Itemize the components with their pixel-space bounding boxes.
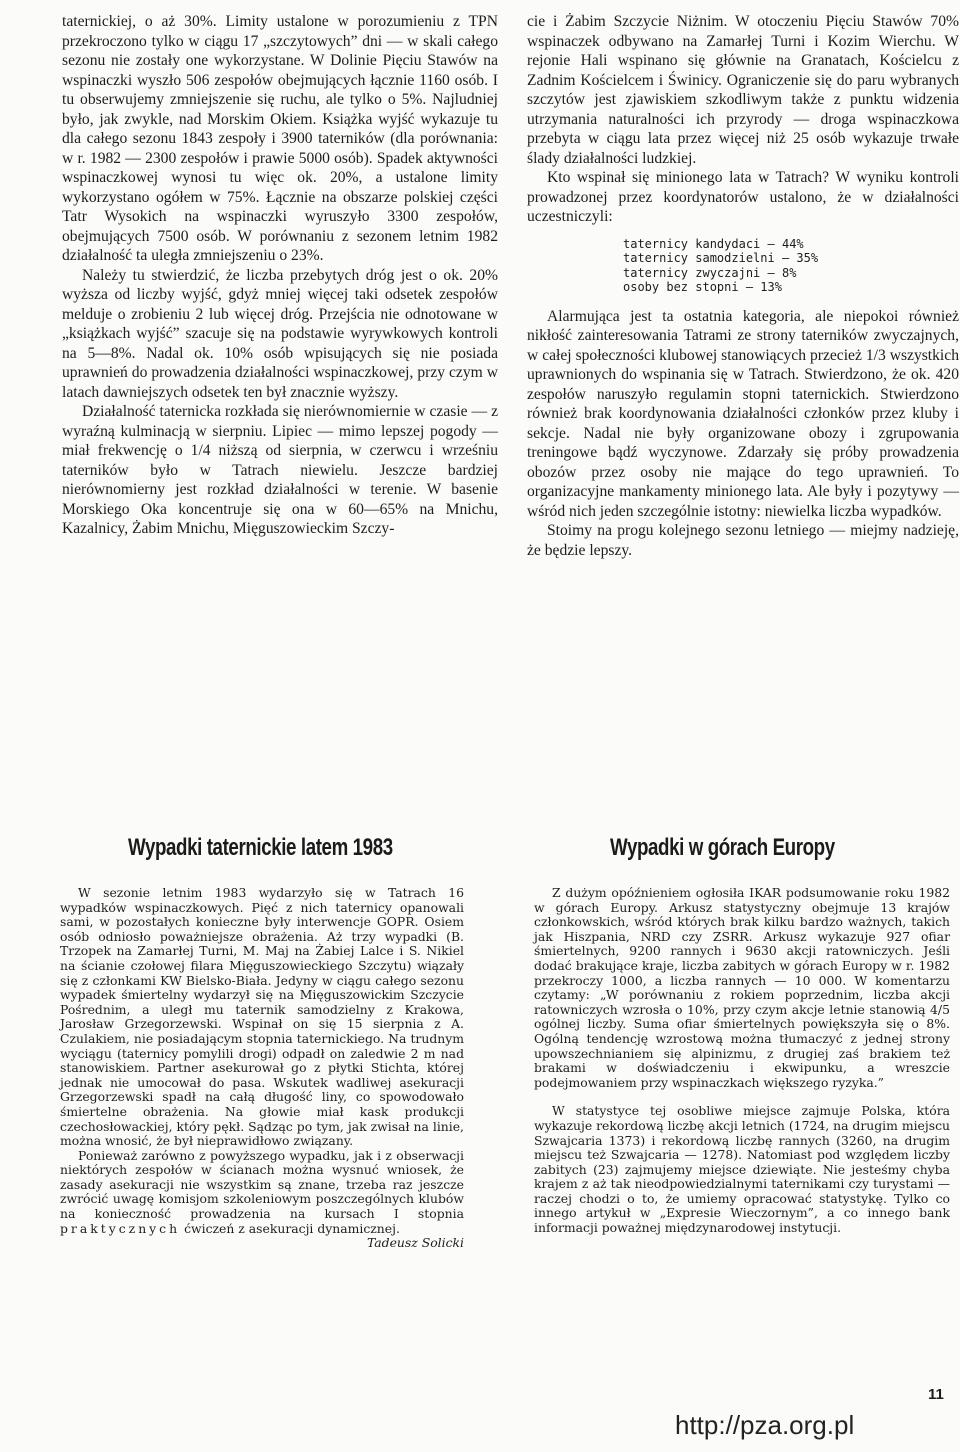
stats-value: — 44% (767, 236, 804, 251)
article-right-body (534, 886, 950, 1236)
paragraph (60, 1149, 464, 1237)
paragraph: Z dużym opóźnieniem ogłosiła IKAR podsumowanie roku 1982 w górach Europy. Arkusz statystyczny obejmuje 13 krajów członkowskich, wśród których brak kilku bardzo ważnych, takich jak Hiszpania, NRD czy ZSRR. Arkusz wykazuje 927 ofiar śmiertelnych, 9200 rannych i 9630 akcji ratowniczych. Jeśli dodać brakujące kraje, liczba zabitych w górach Europy w r. 1982 przekroczy 1000, a liczba rannych — 10 000. W komentarzu czytamy: „W porównaniu z rokiem poprzednim, liczba akcji ratowniczych wzrosła o 10%, przy czym akcje letnie stanowią 4/5 ogólnej liczby. Suma ofiar śmiertelnych powiększyła się o 8%. Ogólną tendencję wzrostową można tłumaczyć z jednej strony upowszechnianiem się alpinizmu, z drugiej zaś brakiem też brakami w doświadczeniu i ekwipunku, a wreszcie podejmowaniem przy wspinaczkach większego ryzyka.” (534, 885, 950, 1090)
paragraph: W sezonie letnim 1983 wydarzyło się w Tatrach 16 wypadków wspinaczkowych. Pięć z nich taternicy opanowali sami, w pozostałych konieczne były interwencje GOPR. Osiem osób odniosło poważniejsze obrażenia. Aż trzy wypadki (B. Trzopek na Zamarłej Turni, M. Maj na Żabiej Lalce i S. Nikiel na ścianie czołowej filara Mięguszowieckiego Szczytu) wiązały się z członkami KW Bielsko-Biała. Jedyny w ciągu całego sezonu wypadek śmiertelny wydarzył się na Mięguszowickim Szczycie Pośrednim, a uległ mu taternik samodzielny z Krakowa, Jarosław Grzegorzewski. Wspinał on się 15 sierpnia z A. Czulakiem, nie posiadającym stopnia taternickiego. Na trudnym wyciągu (taternicy pomylili drogi) odpadł on zaledwie 2 m nad stanowiskiem. Partner asekurował go z płytki Stichta, której jednak nie umocował do pasa. Wskutek wadliwej asekuracji Grzegorzewski spadł na całą długość liny, co spowodowało śmiertelne obrażenia. Na głowie miał kask produkcji czechosłowackiej, który pękł. Sądząc po tym, jak zwisał na linie, można wnosić, że był nieprawidłowo związany. (60, 885, 464, 1149)
paragraph: cie i Żabim Szczycie Niżnim. W otoczeniu Pięciu Stawów 70% wspinaczek odbywano na Zamarłej Turni i Kozim Wierchu. W rejonie Hali wspinano się głównie na Granatach, Kościelcu z Zadnim Kościelcem i Świnicy. Ograniczenie się do paru wybranych szczytów jest zjawiskiem szkodliwym także z punktu widzenia utrzymania naturalności ich przyrody — droga wspinaczkowa przebyta w ciągu lata przez więcej niż 25 osób wykazuje trwałe ślady działalności ludzkiej. (527, 13, 959, 167)
top-column-right (527, 12, 959, 560)
paragraph: taternickiej, o aż 30%. Limity ustalone w porozumieniu z TPN przekroczono tylko w ciągu 17 „szczytowych” dni — w skali całego sezonu nie zostały one wykorzystane. W Dolinie Pięciu Stawów na wspinaczki wyszło 506 zespołów obejmujących łącznie 1160 osób. I tu obserwujemy zmniejszenie się ruchu, ale tylko o 5%. Najludniej było, jak zwykle, nad Morskim Okiem. Książka wyjść wykazuje tu dla całego sezonu 1843 zespoły i 3900 taterników (dla porównania: w r. 1982 — 2300 zespołów i prawie 5000 osób). Spadek aktywności wspinaczkowej wynosi tu więc ok. 20%, a ustalone limity wykorzystano ogółem w 75%. Łącznie na obszarze polskiej części Tatr Wysokich na wspinaczki wyruszyło 3300 zespołów, obejmujących 7500 osób. W porównaniu z sezonem letnim 1982 działalność ta uległa zmniejszeniu o 23%. (62, 13, 498, 264)
paragraph: Alarmująca jest ta ostatnia kategoria, ale niepokoi również nikłość zainteresowania Tatrami ze strony taterników zwyczajnych, w całej społeczności klubowej stanowiących przecież 1/3 wszystkich uprawnionych do wspinania się w Tatrach. Stwierdzono, że ok. 420 zespołów naruszyło regulamin stopni taternickich. Stwierdzono również brak koordynowania działalności członków przez kluby i sekcje. Nadal nie były organizowane obozy i zgrupowania treningowe bądź wyczynowe. Zdarzały się próby prowadzenia obozów przez osoby nie mające do tego uprawnień. To organizacyjne mankamenty minionego lata. Ale były i pozytywy — wśród nich jeden szczególnie istotny: niewielka liczba wypadków. (527, 307, 959, 520)
stats-row (623, 237, 959, 252)
stats-row (623, 266, 959, 281)
paragraph: Działalność taternicka rozkłada się nierównomiernie w czasie — z wyraźną kulminacją w sierpniu. Lipiec — mimo lepszej pogody — miał frekwencję o 1/4 niższą od sierpnia, w czerwcu i wrześniu taterników było w Tatrach niewielu. Jeszcze bardziej nierównomierny jest rozkład działalności w terenie. W basenie Morskiego Oka koncentruje się ona w 60—65% na Mnichu, Kazalnicy, Żabim Mnichu, Mięguszowieckim Szczy- (62, 403, 498, 537)
stats-value: — 35% (781, 251, 819, 265)
paragraph-gap (534, 1090, 950, 1104)
paragraph: Kto wspinał się minionego lata w Tatrach? W wyniku kontroli prowadzonej przez koordynatorów ustalono, że w działalności uczestniczyli: (527, 169, 959, 225)
stats-value: — 8% (767, 265, 797, 280)
stats-label: taternicy samodzielni (623, 251, 775, 265)
top-column-left (62, 12, 498, 539)
participants-stats (623, 237, 959, 295)
stats-value: — 13% (745, 280, 782, 294)
paragraph: Należy tu stwierdzić, że liczba przebytych dróg jest o ok. 20% wyższa od liczby wyjść, gdyż mniej więcej taki odsetek zespołów melduje o zrobieniu 2 lub więcej dróg. Przejścia nie odnotowane w „książkach wyjść” szacuje się na podstawie wyrywkowych kontroli na 5—8%. Nadal ok. 10% osób wpisujących się nie posiada uprawnień do prowadzenia działalności wspinaczkowej, przy czym w latach dawniejszych odsetek ten był znacznie wyższy. (62, 266, 498, 401)
author-signature: Tadeusz Solicki (366, 1235, 464, 1251)
article-title-left: Wypadki taternickie latem 1983 (128, 834, 393, 861)
stats-label: osoby bez stopni (623, 280, 739, 294)
paragraph-ending: ćwiczeń z asekuracji dynamicznej. (184, 1220, 400, 1236)
spaced-word: praktycznych (60, 1220, 181, 1236)
paragraph: Stoimy na progu kolejnego sezonu letniego — miejmy nadzieję, że będzie lepszy. (527, 522, 959, 559)
article-title-right: Wypadki w górach Europy (610, 834, 835, 861)
source-url: http://pza.org.pl (675, 1410, 855, 1440)
article-left-body (60, 886, 464, 1251)
stats-row (623, 251, 959, 266)
page-number: 11 (928, 1386, 944, 1403)
stats-label: taternicy kandydaci (623, 236, 761, 251)
paragraph-text: Ponieważ zarówno z powyższego wypadku, jak i z obserwacji niektórych zespołów w ścianach można wysnuć wniosek, że zasady asekuracji nie wszystkim są znane, trzeba raz jeszcze zwrócić uwagę komisjom szkoleniowym poszczególnych klubów na konieczność prowadzenia na kursach I stopnia (60, 1147, 464, 1222)
stats-label: taternicy zwyczajni (623, 265, 761, 280)
stats-row (623, 280, 959, 295)
paragraph: W statystyce tej osobliwe miejsce zajmuje Polska, która wykazuje rekordową liczbę akcji letnich (1724, na drugim miejscu Szwajcaria 1373) i rekordową liczbę rannych (3260, na drugim miejscu też Szwajcaria — 1278). Natomiast pod względem liczby zabitych (23) zajmujemy miejsce dziewiąte. Nie jesteśmy chyba krajem z aż tak nieodpowiedzialnymi taternikami czy turystami — raczej chodzi o to, że umiemy opracować statystykę. Tylko co innego artykuł w „Expresie Wieczornym”, a co innego bank informacji poważnej międzynarodowej instytucji. (534, 1103, 950, 1236)
